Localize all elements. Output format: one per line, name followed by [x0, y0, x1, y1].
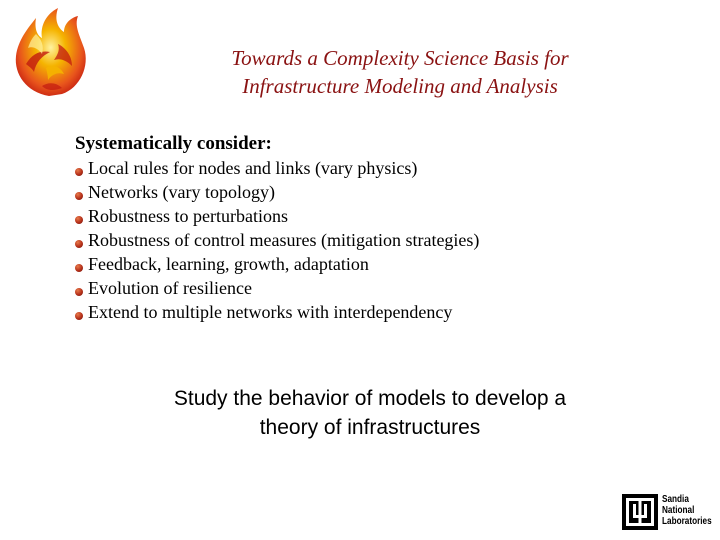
bullet-list — [75, 156, 479, 324]
list-item-text: Evolution of resilience — [88, 277, 252, 298]
list-item — [75, 252, 479, 276]
list-item-text: Feedback, learning, growth, adaptation — [88, 253, 369, 274]
bullet-icon — [75, 192, 83, 200]
sandia-thunderbird-icon — [622, 494, 658, 530]
list-item-text: Local rules for nodes and links (vary physics) — [88, 157, 418, 178]
slide-title — [130, 44, 670, 100]
title-line: Infrastructure Modeling and Analysis — [242, 74, 558, 98]
list-item — [75, 228, 479, 252]
list-item-text: Robustness to perturbations — [88, 205, 288, 226]
list-item — [75, 204, 479, 228]
list-item — [75, 156, 479, 180]
list-item-text: Networks (vary topology) — [88, 181, 275, 202]
conclusion-text — [100, 384, 640, 442]
sandia-wordmark-line: Sandia — [662, 494, 689, 505]
sandia-logo — [622, 494, 716, 534]
sandia-wordmark — [662, 494, 712, 527]
list-item — [75, 180, 479, 204]
sandia-wordmark-line: National — [662, 505, 695, 516]
bullet-icon — [75, 240, 83, 248]
list-item-text: Robustness of control measures (mitigation strategies) — [88, 229, 480, 250]
list-item — [75, 276, 479, 300]
title-line: Towards a Complexity Science Basis for — [231, 46, 569, 70]
bullet-icon — [75, 216, 83, 224]
conclusion-line: theory of infrastructures — [259, 416, 481, 439]
bullet-icon — [75, 264, 83, 272]
list-item-text: Extend to multiple networks with interdependency — [88, 301, 453, 322]
conclusion-line: Study the behavior of models to develop a — [173, 387, 567, 410]
bullet-icon — [75, 312, 83, 320]
bullet-icon — [75, 168, 83, 176]
sandia-wordmark-line: Laboratories — [662, 516, 712, 527]
list-item — [75, 300, 479, 324]
intro-heading: Systematically consider: — [75, 133, 272, 154]
bullet-icon — [75, 288, 83, 296]
phoenix-flame-logo-icon — [6, 4, 92, 100]
